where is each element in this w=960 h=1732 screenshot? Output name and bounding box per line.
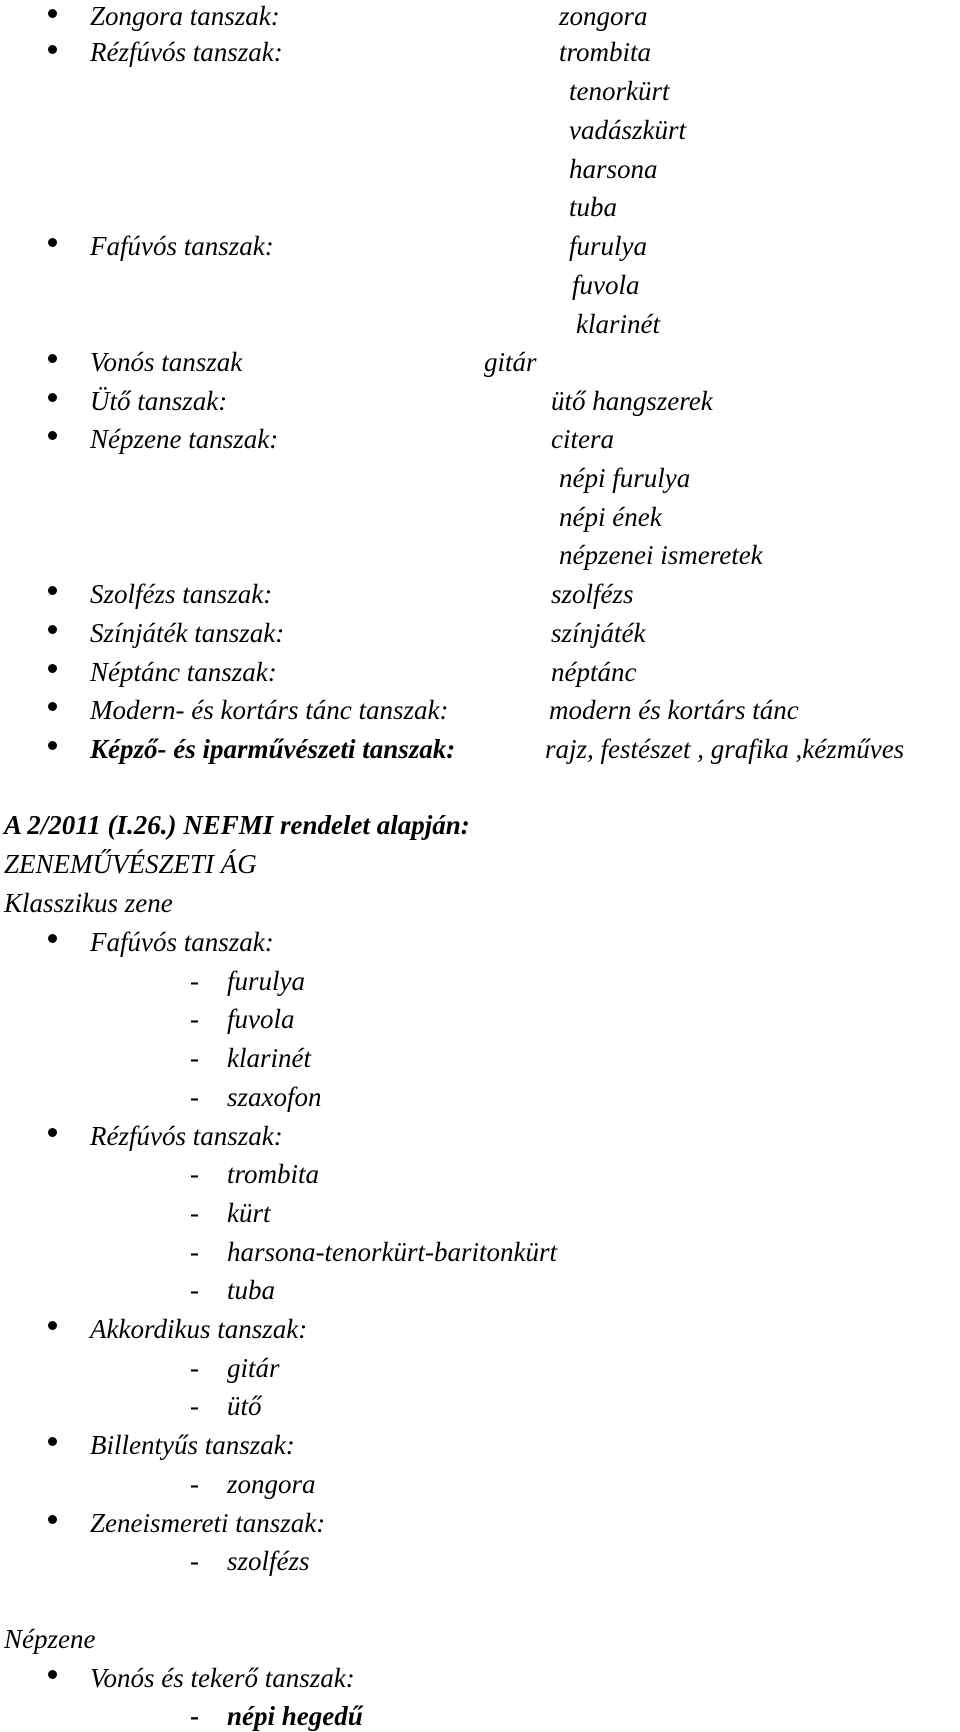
department-name: Fafúvós tanszak: — [90, 231, 274, 261]
department-name: Zeneismereti tanszak: — [90, 1508, 326, 1538]
dash-marker: - — [190, 1159, 199, 1189]
list-item: gitár — [227, 1353, 280, 1383]
department-name: Szolfézs tanszak: — [90, 579, 273, 609]
bullet-icon — [48, 1321, 57, 1330]
bullet-icon — [48, 393, 57, 402]
instrument-item: népi furulya — [559, 463, 691, 493]
list-item: szolfézs — [227, 1546, 310, 1576]
list-item: zongora — [227, 1469, 316, 1499]
list-item: szaxofon — [227, 1082, 322, 1112]
bullet-icon — [48, 1128, 57, 1137]
dash-marker: - — [190, 1082, 199, 1112]
department-name: Néptánc tanszak: — [90, 657, 277, 687]
instrument-item: vadászkürt — [569, 115, 686, 145]
instrument-item: színjáték — [551, 618, 646, 648]
instrument-item: rajz, festészet , grafika ,kézműves — [545, 734, 905, 764]
instrument-item: modern és kortárs tánc — [549, 695, 799, 725]
dash-marker: - — [190, 1353, 199, 1383]
department-name: Fafúvós tanszak: — [90, 927, 274, 957]
instrument-item: fuvola — [572, 270, 640, 300]
instrument-item: népi ének — [559, 502, 662, 532]
list-item: trombita — [227, 1159, 320, 1189]
dash-marker: - — [190, 1546, 199, 1576]
department-name: Színjáték tanszak: — [90, 618, 285, 648]
instrument-item: népzenei ismeretek — [559, 540, 763, 570]
dash-marker: - — [190, 1043, 199, 1073]
bullet-icon — [48, 664, 57, 673]
list-item: kürt — [227, 1198, 271, 1228]
list-item: tuba — [227, 1275, 276, 1305]
instrument-item: citera — [551, 424, 614, 454]
list-item: fuvola — [227, 1004, 295, 1034]
bullet-icon — [48, 9, 57, 18]
dash-marker: - — [190, 1004, 199, 1034]
department-name: Zongora tanszak: — [90, 1, 280, 31]
instrument-item: gitár — [484, 347, 537, 377]
instrument-item: tuba — [569, 192, 618, 222]
bullet-icon — [48, 354, 57, 363]
department-name: Népzene tanszak: — [90, 424, 279, 454]
department-name: Rézfúvós tanszak: — [90, 37, 283, 67]
list-item: klarinét — [227, 1043, 311, 1073]
bullet-icon — [48, 625, 57, 634]
instrument-item: furulya — [569, 231, 647, 261]
instrument-item: néptánc — [551, 657, 637, 687]
instrument-item: tenorkürt — [569, 76, 670, 106]
folk-heading: Népzene — [4, 1624, 96, 1654]
dash-marker: - — [190, 1275, 199, 1305]
instrument-item: harsona — [569, 154, 658, 184]
instrument-item: szolfézs — [551, 579, 634, 609]
dash-marker: - — [190, 1391, 199, 1421]
instrument-item: trombita — [559, 37, 652, 67]
bullet-icon — [48, 45, 57, 54]
department-name: Vonós és tekerő tanszak: — [90, 1663, 355, 1693]
bullet-icon — [48, 1670, 57, 1679]
department-name: Képző- és iparművészeti tanszak: — [90, 734, 456, 764]
list-item: furulya — [227, 966, 305, 996]
instrument-item: klarinét — [576, 309, 660, 339]
instrument-item: ütő hangszerek — [551, 386, 713, 416]
branch-heading: ZENEMŰVÉSZETI ÁG — [4, 849, 257, 879]
dash-marker: - — [190, 1701, 199, 1731]
bullet-icon — [48, 431, 57, 440]
instrument-item: zongora — [559, 1, 648, 31]
bullet-icon — [48, 702, 57, 711]
bullet-icon — [48, 238, 57, 247]
bullet-icon — [48, 741, 57, 750]
department-name: Rézfúvós tanszak: — [90, 1121, 283, 1151]
bullet-icon — [48, 586, 57, 595]
department-name: Vonós tanszak — [90, 347, 243, 377]
bullet-icon — [48, 1515, 57, 1524]
bullet-icon — [48, 934, 57, 943]
bullet-icon — [48, 1437, 57, 1446]
dash-marker: - — [190, 1237, 199, 1267]
department-name: Billentyűs tanszak: — [90, 1430, 295, 1460]
list-item: harsona-tenorkürt-baritonkürt — [227, 1237, 557, 1267]
dash-marker: - — [190, 1198, 199, 1228]
department-name: Modern- és kortárs tánc tanszak: — [90, 695, 449, 725]
list-item: ütő — [227, 1391, 262, 1421]
classical-heading: Klasszikus zene — [4, 888, 173, 918]
department-name: Akkordikus tanszak: — [90, 1314, 308, 1344]
list-item: népi hegedű — [227, 1701, 363, 1731]
dash-marker: - — [190, 966, 199, 996]
decree-heading: A 2/2011 (I.26.) NEFMI rendelet alapján: — [4, 810, 470, 840]
dash-marker: - — [190, 1469, 199, 1499]
department-name: Ütő tanszak: — [90, 386, 228, 416]
